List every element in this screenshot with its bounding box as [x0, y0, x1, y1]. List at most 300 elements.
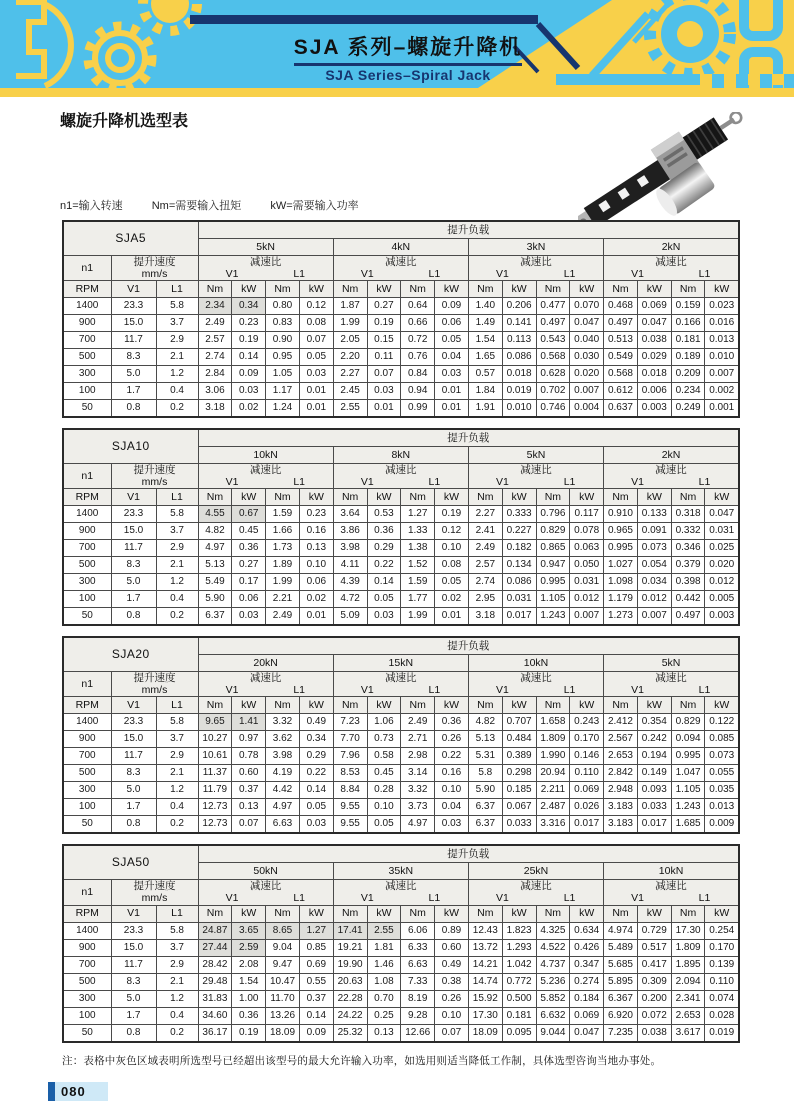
value-cell: 0.965: [604, 523, 638, 540]
value-cell: 0.49: [435, 956, 469, 973]
speed-v1-cell: 23.3: [111, 298, 156, 315]
l1-header: L1: [156, 281, 198, 298]
nm-header: Nm: [266, 281, 300, 298]
speed-l1-cell: 2.9: [156, 332, 198, 349]
load-col-header: 5kN: [468, 447, 603, 464]
value-cell: 0.007: [570, 608, 604, 626]
speed-l1-cell: 1.2: [156, 366, 198, 383]
value-cell: 0.26: [435, 731, 469, 748]
value-cell: 1.243: [536, 608, 570, 626]
value-cell: 0.06: [232, 591, 266, 608]
ratio-header: [198, 880, 333, 905]
rpm-cell: 100: [63, 799, 111, 816]
speed-l1-cell: 3.7: [156, 939, 198, 956]
value-cell: 0.149: [637, 765, 671, 782]
nm-header: Nm: [198, 489, 232, 506]
value-cell: 12.43: [468, 922, 502, 939]
speed-l1-cell: 0.4: [156, 383, 198, 400]
l1-label: L1: [563, 476, 576, 489]
nm-header: Nm: [468, 489, 502, 506]
ratio-label: 减速比: [520, 880, 552, 893]
kw-header: kW: [232, 905, 266, 922]
value-cell: 4.97: [198, 540, 232, 557]
speed-v1-cell: 8.3: [111, 765, 156, 782]
speed-l1-cell: 2.1: [156, 973, 198, 990]
value-cell: 20.63: [333, 973, 367, 990]
speed-l1-cell: 3.7: [156, 523, 198, 540]
value-cell: 0.23: [232, 315, 266, 332]
value-cell: 2.094: [671, 973, 705, 990]
nm-header: Nm: [198, 281, 232, 298]
value-cell: 2.49: [468, 540, 502, 557]
value-cell: 0.05: [367, 591, 401, 608]
value-cell: 0.078: [570, 523, 604, 540]
nm-header: Nm: [401, 281, 435, 298]
value-cell: 0.37: [299, 990, 333, 1007]
v1-header: V1: [111, 697, 156, 714]
data-row: [63, 366, 739, 383]
value-cell: 2.341: [671, 990, 705, 1007]
value-cell: 0.05: [299, 349, 333, 366]
speed-l1-cell: 5.8: [156, 922, 198, 939]
value-cell: 0.09: [435, 298, 469, 315]
value-cell: 0.379: [671, 557, 705, 574]
value-cell: 0.038: [637, 1024, 671, 1042]
value-cell: 0.45: [367, 765, 401, 782]
value-cell: 0.181: [502, 1007, 536, 1024]
rpm-cell: 100: [63, 1007, 111, 1024]
value-cell: 2.21: [266, 591, 300, 608]
ratio-header: [198, 464, 333, 489]
ratio-label: 减速比: [249, 256, 282, 268]
selection-table-sja50: [62, 844, 740, 1042]
kw-header: kW: [570, 281, 604, 298]
value-cell: 1.658: [536, 714, 570, 731]
value-cell: 2.49: [401, 714, 435, 731]
model-label: SJA20: [63, 637, 198, 672]
value-cell: 0.10: [367, 799, 401, 816]
data-row: [63, 298, 739, 315]
speed-v1-cell: 11.7: [111, 748, 156, 765]
value-cell: 0.013: [705, 332, 739, 349]
value-cell: 0.159: [671, 298, 705, 315]
value-cell: 0.016: [705, 315, 739, 332]
value-cell: 0.27: [232, 557, 266, 574]
value-cell: 0.069: [570, 782, 604, 799]
value-cell: 2.98: [401, 748, 435, 765]
speed-v1-cell: 1.7: [111, 799, 156, 816]
nm-header: Nm: [333, 905, 367, 922]
value-cell: 5.8: [468, 765, 502, 782]
load-col-header: 5kN: [604, 655, 739, 672]
value-cell: 5.685: [604, 956, 638, 973]
value-cell: 0.012: [570, 591, 604, 608]
v1-label: V1: [631, 476, 644, 489]
kw-header: kW: [705, 905, 739, 922]
ratio-header: [333, 880, 468, 905]
l1-header: L1: [156, 905, 198, 922]
value-cell: 0.36: [435, 714, 469, 731]
page-title: 螺旋升降机选型表: [60, 113, 189, 130]
value-cell: 3.316: [536, 816, 570, 834]
value-cell: 8.19: [401, 990, 435, 1007]
value-cell: 0.184: [570, 990, 604, 1007]
value-cell: 0.063: [570, 540, 604, 557]
nm-header: Nm: [468, 697, 502, 714]
value-cell: 0.07: [299, 332, 333, 349]
value-cell: 9.65: [198, 714, 232, 731]
speed-l1-cell: 3.7: [156, 315, 198, 332]
ratio-label: 减速比: [520, 464, 552, 477]
value-cell: 2.57: [198, 332, 232, 349]
value-cell: 0.185: [502, 782, 536, 799]
legend-n1: n1=输入转速: [60, 200, 123, 212]
speed-l1-cell: 1.2: [156, 782, 198, 799]
value-cell: 0.01: [299, 383, 333, 400]
value-cell: 0.628: [536, 366, 570, 383]
value-cell: 7.70: [333, 731, 367, 748]
value-cell: 1.243: [671, 799, 705, 816]
rpm-cell: 50: [63, 1024, 111, 1042]
value-cell: 0.003: [637, 400, 671, 418]
value-cell: 0.72: [401, 332, 435, 349]
value-cell: 1.105: [536, 591, 570, 608]
value-cell: 0.139: [705, 956, 739, 973]
load-col-header: 50kN: [198, 863, 333, 880]
value-cell: 3.183: [604, 799, 638, 816]
value-cell: 5.90: [198, 591, 232, 608]
value-cell: 0.707: [502, 714, 536, 731]
value-cell: 0.772: [502, 973, 536, 990]
value-cell: 2.74: [198, 349, 232, 366]
ratio-header: [604, 880, 739, 905]
value-cell: 0.234: [671, 383, 705, 400]
data-row: [63, 990, 739, 1007]
value-cell: 0.346: [671, 540, 705, 557]
value-cell: 1.54: [468, 332, 502, 349]
value-cell: 0.019: [502, 383, 536, 400]
legend: [60, 197, 385, 213]
ratio-label: 减速比: [385, 464, 417, 477]
ratio-header: [604, 256, 739, 281]
value-cell: 0.026: [570, 799, 604, 816]
value-cell: 0.19: [232, 1024, 266, 1042]
value-cell: 1.59: [266, 506, 300, 523]
load-col-header: 35kN: [333, 863, 468, 880]
value-cell: 0.78: [232, 748, 266, 765]
value-cell: 0.093: [637, 782, 671, 799]
value-cell: 4.19: [266, 765, 300, 782]
nm-header: Nm: [333, 697, 367, 714]
value-cell: 1.87: [333, 298, 367, 315]
value-cell: 5.13: [198, 557, 232, 574]
rpm-cell: 300: [63, 782, 111, 799]
data-row: [63, 782, 739, 799]
value-cell: 22.28: [333, 990, 367, 1007]
value-cell: 0.13: [232, 799, 266, 816]
value-cell: 0.10: [435, 1007, 469, 1024]
value-cell: 0.07: [232, 816, 266, 834]
value-cell: 0.08: [435, 557, 469, 574]
n1-header: n1: [63, 256, 111, 281]
value-cell: 0.612: [604, 383, 638, 400]
value-cell: 0.22: [367, 557, 401, 574]
value-cell: 0.94: [401, 383, 435, 400]
v1-label: V1: [631, 268, 644, 281]
value-cell: 0.002: [705, 383, 739, 400]
speed-l1-cell: 1.2: [156, 574, 198, 591]
rpm-cell: 300: [63, 990, 111, 1007]
value-cell: 1.73: [266, 540, 300, 557]
speed-l1-cell: 2.9: [156, 956, 198, 973]
series-title-zh: SJA 系列–螺旋升降机: [294, 31, 523, 66]
nm-header: Nm: [401, 489, 435, 506]
value-cell: 0.318: [671, 506, 705, 523]
selection-table-sja5: [62, 220, 740, 418]
value-cell: 6.632: [536, 1007, 570, 1024]
value-cell: 9.04: [266, 939, 300, 956]
value-cell: 0.332: [671, 523, 705, 540]
value-cell: 0.01: [299, 608, 333, 626]
value-cell: 0.333: [502, 506, 536, 523]
value-cell: 0.947: [536, 557, 570, 574]
value-cell: 0.83: [266, 315, 300, 332]
value-cell: 8.84: [333, 782, 367, 799]
l1-label: L1: [563, 892, 576, 905]
value-cell: 1.33: [401, 523, 435, 540]
v1-label: V1: [496, 892, 509, 905]
value-cell: 14.74: [468, 973, 502, 990]
value-cell: 1.46: [367, 956, 401, 973]
speed-l1-cell: 2.9: [156, 540, 198, 557]
value-cell: 0.45: [232, 523, 266, 540]
value-cell: 0.023: [705, 298, 739, 315]
value-cell: 0.637: [604, 400, 638, 418]
l1-header: L1: [156, 697, 198, 714]
value-cell: 0.181: [671, 332, 705, 349]
value-cell: 4.97: [266, 799, 300, 816]
speed-l1-cell: 5.8: [156, 506, 198, 523]
value-cell: 0.36: [232, 540, 266, 557]
v1-label: V1: [360, 892, 374, 905]
kw-header: kW: [570, 697, 604, 714]
value-cell: 4.11: [333, 557, 367, 574]
ratio-header: [333, 672, 468, 697]
value-cell: 1.99: [333, 315, 367, 332]
rpm-cell: 500: [63, 557, 111, 574]
ratio-label: 减速比: [655, 880, 687, 893]
data-row: [63, 523, 739, 540]
value-cell: 0.012: [705, 574, 739, 591]
value-cell: 6.367: [604, 990, 638, 1007]
value-cell: 0.76: [401, 349, 435, 366]
value-cell: 0.09: [299, 1024, 333, 1042]
value-cell: 0.995: [604, 540, 638, 557]
ratio-header: [198, 672, 333, 697]
value-cell: 0.14: [299, 782, 333, 799]
speed-v1-cell: 8.3: [111, 557, 156, 574]
rpm-cell: 900: [63, 523, 111, 540]
value-cell: 0.15: [367, 332, 401, 349]
value-cell: 6.33: [401, 939, 435, 956]
nm-header: Nm: [671, 697, 705, 714]
value-cell: 0.122: [705, 714, 739, 731]
value-cell: 0.84: [401, 366, 435, 383]
value-cell: 3.65: [232, 922, 266, 939]
value-cell: 0.003: [705, 608, 739, 626]
nm-header: Nm: [401, 905, 435, 922]
value-cell: 11.37: [198, 765, 232, 782]
value-cell: 34.60: [198, 1007, 232, 1024]
rpm-cell: 50: [63, 608, 111, 626]
value-cell: 17.41: [333, 922, 367, 939]
ratio-label: 减速比: [385, 880, 417, 893]
value-cell: 0.094: [671, 731, 705, 748]
value-cell: 0.013: [705, 799, 739, 816]
speed-v1-cell: 0.8: [111, 400, 156, 418]
v1-label: V1: [631, 684, 644, 697]
value-cell: 0.25: [367, 1007, 401, 1024]
value-cell: 0.086: [502, 574, 536, 591]
nm-header: Nm: [536, 905, 570, 922]
value-cell: 36.17: [198, 1024, 232, 1042]
value-cell: 0.034: [637, 574, 671, 591]
value-cell: 3.98: [266, 748, 300, 765]
rpm-cell: 300: [63, 574, 111, 591]
value-cell: 0.49: [299, 714, 333, 731]
speed-v1-cell: 23.3: [111, 506, 156, 523]
data-row: [63, 540, 739, 557]
kw-header: kW: [637, 281, 671, 298]
value-cell: 0.02: [299, 591, 333, 608]
value-cell: 0.03: [299, 816, 333, 834]
rpm-header: RPM: [63, 905, 111, 922]
value-cell: 28.42: [198, 956, 232, 973]
l1-label: L1: [563, 268, 576, 281]
value-cell: 0.57: [468, 366, 502, 383]
value-cell: 5.90: [468, 782, 502, 799]
value-cell: 3.183: [604, 816, 638, 834]
value-cell: 9.47: [266, 956, 300, 973]
value-cell: 10.61: [198, 748, 232, 765]
value-cell: 17.30: [671, 922, 705, 939]
ratio-header: [198, 256, 333, 281]
value-cell: 3.18: [468, 608, 502, 626]
value-cell: 1.52: [401, 557, 435, 574]
kw-header: kW: [367, 489, 401, 506]
value-cell: 0.067: [502, 799, 536, 816]
yellow-strip: [0, 88, 794, 97]
value-cell: 0.030: [570, 349, 604, 366]
legend-nm: Nm=需要输入扭矩: [151, 200, 242, 212]
speed-v1-cell: 23.3: [111, 922, 156, 939]
value-cell: 3.98: [333, 540, 367, 557]
value-cell: 0.01: [435, 608, 469, 626]
rpm-cell: 900: [63, 315, 111, 332]
v1-header: V1: [111, 489, 156, 506]
value-cell: 0.141: [502, 315, 536, 332]
value-cell: 0.073: [705, 748, 739, 765]
value-cell: 14.21: [468, 956, 502, 973]
value-cell: 2.55: [333, 400, 367, 418]
value-cell: 0.274: [570, 973, 604, 990]
value-cell: 0.14: [299, 1007, 333, 1024]
page-number-badge: [48, 1082, 108, 1101]
value-cell: 1.84: [468, 383, 502, 400]
value-cell: 1.809: [536, 731, 570, 748]
value-cell: 3.14: [401, 765, 435, 782]
ratio-header: [468, 880, 603, 905]
value-cell: 1.042: [502, 956, 536, 973]
value-cell: 0.549: [604, 349, 638, 366]
value-cell: 0.010: [705, 349, 739, 366]
value-cell: 2.653: [604, 748, 638, 765]
value-cell: 6.06: [401, 922, 435, 939]
speed-v1-cell: 0.8: [111, 1024, 156, 1042]
value-cell: 0.085: [705, 731, 739, 748]
value-cell: 1.809: [671, 939, 705, 956]
kw-header: kW: [367, 697, 401, 714]
value-cell: 0.27: [367, 298, 401, 315]
value-cell: 13.72: [468, 939, 502, 956]
value-cell: 18.09: [266, 1024, 300, 1042]
value-cell: 0.468: [604, 298, 638, 315]
value-cell: 1.99: [266, 574, 300, 591]
value-cell: 27.44: [198, 939, 232, 956]
ratio-header: [604, 672, 739, 697]
kw-header: kW: [232, 489, 266, 506]
value-cell: 0.910: [604, 506, 638, 523]
value-cell: 4.325: [536, 922, 570, 939]
model-label: SJA5: [63, 221, 198, 256]
rpm-header: RPM: [63, 281, 111, 298]
ratio-label: 减速比: [655, 464, 687, 477]
value-cell: 4.42: [266, 782, 300, 799]
speed-header: [111, 672, 198, 697]
value-cell: 9.55: [333, 816, 367, 834]
value-cell: 0.070: [570, 298, 604, 315]
data-row: [63, 922, 739, 939]
ratio-label: 减速比: [249, 464, 282, 477]
nm-header: Nm: [604, 697, 638, 714]
value-cell: 0.60: [435, 939, 469, 956]
kw-header: kW: [299, 905, 333, 922]
value-cell: 0.018: [502, 366, 536, 383]
value-cell: 1.293: [502, 939, 536, 956]
speed-v1-cell: 11.7: [111, 540, 156, 557]
nm-header: Nm: [198, 905, 232, 922]
value-cell: 0.01: [435, 400, 469, 418]
kw-header: kW: [435, 697, 469, 714]
value-cell: 2.49: [266, 608, 300, 626]
value-cell: 0.19: [232, 332, 266, 349]
speed-header: [111, 464, 198, 489]
kw-header: kW: [705, 489, 739, 506]
value-cell: 0.03: [367, 608, 401, 626]
speed-v1-cell: 15.0: [111, 315, 156, 332]
value-cell: 1.41: [232, 714, 266, 731]
speed-v1-cell: 15.0: [111, 523, 156, 540]
nm-header: Nm: [604, 281, 638, 298]
value-cell: 0.10: [435, 782, 469, 799]
value-cell: 3.32: [266, 714, 300, 731]
speed-v1-cell: 11.7: [111, 332, 156, 349]
value-cell: 0.091: [637, 523, 671, 540]
value-cell: 0.05: [435, 332, 469, 349]
rpm-header: RPM: [63, 489, 111, 506]
value-cell: 0.58: [367, 748, 401, 765]
rpm-cell: 100: [63, 591, 111, 608]
